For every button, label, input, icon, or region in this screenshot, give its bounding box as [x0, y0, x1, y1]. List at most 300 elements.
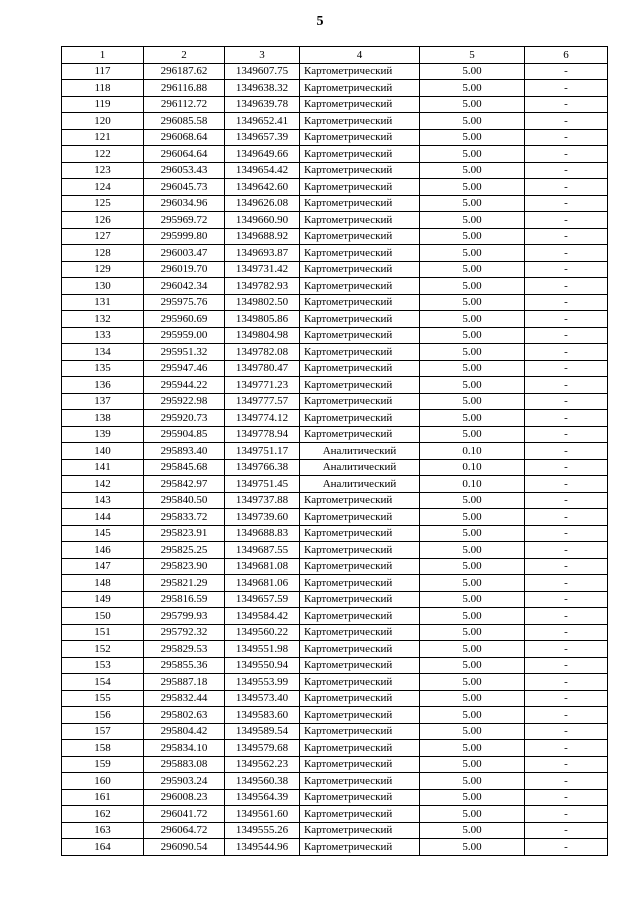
- coordinates-table: [61, 46, 608, 856]
- y-coordinate-cell: 1349774.12: [225, 410, 300, 427]
- method-cell: Картометрический: [300, 657, 420, 674]
- note-cell: -: [525, 146, 608, 163]
- accuracy-cell: 5.00: [420, 591, 525, 608]
- method-cell: Картометрический: [300, 641, 420, 658]
- accuracy-cell: 5.00: [420, 311, 525, 328]
- x-coordinate-cell: 295883.08: [144, 756, 225, 773]
- accuracy-cell: 5.00: [420, 162, 525, 179]
- table-row: [62, 426, 608, 443]
- x-coordinate-cell: 295845.68: [144, 459, 225, 476]
- x-coordinate-cell: 295823.90: [144, 558, 225, 575]
- table-row: [62, 410, 608, 427]
- x-coordinate-cell: 295969.72: [144, 212, 225, 229]
- x-coordinate-cell: 295833.72: [144, 509, 225, 526]
- note-cell: -: [525, 492, 608, 509]
- method-cell: Картометрический: [300, 113, 420, 130]
- accuracy-cell: 5.00: [420, 525, 525, 542]
- y-coordinate-cell: 1349607.75: [225, 63, 300, 80]
- method-cell: Картометрический: [300, 146, 420, 163]
- accuracy-cell: 5.00: [420, 129, 525, 146]
- accuracy-cell: 5.00: [420, 657, 525, 674]
- y-coordinate-cell: 1349777.57: [225, 393, 300, 410]
- note-cell: -: [525, 426, 608, 443]
- method-cell: Картометрический: [300, 195, 420, 212]
- point-number-cell: 157: [62, 723, 144, 740]
- y-coordinate-cell: 1349693.87: [225, 245, 300, 262]
- accuracy-cell: 5.00: [420, 575, 525, 592]
- table-row: [62, 129, 608, 146]
- x-coordinate-cell: 295823.91: [144, 525, 225, 542]
- method-cell: Картометрический: [300, 327, 420, 344]
- table-row: [62, 294, 608, 311]
- note-cell: -: [525, 674, 608, 691]
- table-row: [62, 261, 608, 278]
- accuracy-cell: 5.00: [420, 113, 525, 130]
- note-cell: -: [525, 278, 608, 295]
- accuracy-cell: 5.00: [420, 839, 525, 856]
- accuracy-cell: 5.00: [420, 179, 525, 196]
- method-cell: Картометрический: [300, 525, 420, 542]
- point-number-cell: 153: [62, 657, 144, 674]
- y-coordinate-cell: 1349550.94: [225, 657, 300, 674]
- accuracy-cell: 5.00: [420, 806, 525, 823]
- y-coordinate-cell: 1349737.88: [225, 492, 300, 509]
- method-cell: Картометрический: [300, 608, 420, 625]
- accuracy-cell: 0.10: [420, 476, 525, 493]
- y-coordinate-cell: 1349654.42: [225, 162, 300, 179]
- accuracy-cell: 5.00: [420, 146, 525, 163]
- table-row: [62, 492, 608, 509]
- y-coordinate-cell: 1349626.08: [225, 195, 300, 212]
- x-coordinate-cell: 295799.93: [144, 608, 225, 625]
- table-row: [62, 822, 608, 839]
- accuracy-cell: 5.00: [420, 624, 525, 641]
- accuracy-cell: 5.00: [420, 410, 525, 427]
- point-number-cell: 150: [62, 608, 144, 625]
- x-coordinate-cell: 296042.34: [144, 278, 225, 295]
- note-cell: -: [525, 129, 608, 146]
- note-cell: -: [525, 740, 608, 757]
- table-row: [62, 575, 608, 592]
- y-coordinate-cell: 1349639.78: [225, 96, 300, 113]
- y-coordinate-cell: 1349778.94: [225, 426, 300, 443]
- y-coordinate-cell: 1349782.08: [225, 344, 300, 361]
- table-row: [62, 311, 608, 328]
- column-header: 4: [300, 47, 420, 64]
- x-coordinate-cell: 296019.70: [144, 261, 225, 278]
- y-coordinate-cell: 1349657.39: [225, 129, 300, 146]
- page-number: 5: [316, 14, 324, 29]
- note-cell: -: [525, 591, 608, 608]
- y-coordinate-cell: 1349564.39: [225, 789, 300, 806]
- accuracy-cell: 5.00: [420, 261, 525, 278]
- x-coordinate-cell: 296053.43: [144, 162, 225, 179]
- method-cell: Картометрический: [300, 740, 420, 757]
- point-number-cell: 126: [62, 212, 144, 229]
- x-coordinate-cell: 296045.73: [144, 179, 225, 196]
- note-cell: -: [525, 261, 608, 278]
- note-cell: -: [525, 393, 608, 410]
- x-coordinate-cell: 295975.76: [144, 294, 225, 311]
- y-coordinate-cell: 1349584.42: [225, 608, 300, 625]
- y-coordinate-cell: 1349660.90: [225, 212, 300, 229]
- x-coordinate-cell: 295792.32: [144, 624, 225, 641]
- note-cell: -: [525, 245, 608, 262]
- point-number-cell: 118: [62, 80, 144, 97]
- point-number-cell: 146: [62, 542, 144, 559]
- point-number-cell: 125: [62, 195, 144, 212]
- y-coordinate-cell: 1349688.83: [225, 525, 300, 542]
- accuracy-cell: 5.00: [420, 542, 525, 559]
- y-coordinate-cell: 1349642.60: [225, 179, 300, 196]
- table-row: [62, 327, 608, 344]
- note-cell: -: [525, 443, 608, 460]
- y-coordinate-cell: 1349562.23: [225, 756, 300, 773]
- note-cell: -: [525, 509, 608, 526]
- accuracy-cell: 5.00: [420, 641, 525, 658]
- point-number-cell: 149: [62, 591, 144, 608]
- x-coordinate-cell: 295920.73: [144, 410, 225, 427]
- y-coordinate-cell: 1349583.60: [225, 707, 300, 724]
- point-number-cell: 130: [62, 278, 144, 295]
- accuracy-cell: 5.00: [420, 377, 525, 394]
- y-coordinate-cell: 1349782.93: [225, 278, 300, 295]
- y-coordinate-cell: 1349751.45: [225, 476, 300, 493]
- table-row: [62, 509, 608, 526]
- x-coordinate-cell: 296068.64: [144, 129, 225, 146]
- x-coordinate-cell: 295829.53: [144, 641, 225, 658]
- table-row: [62, 344, 608, 361]
- y-coordinate-cell: 1349731.42: [225, 261, 300, 278]
- point-number-cell: 124: [62, 179, 144, 196]
- y-coordinate-cell: 1349687.55: [225, 542, 300, 559]
- point-number-cell: 120: [62, 113, 144, 130]
- point-number-cell: 141: [62, 459, 144, 476]
- method-cell: Картометрический: [300, 492, 420, 509]
- method-cell: Аналитический: [300, 476, 420, 493]
- note-cell: -: [525, 327, 608, 344]
- note-cell: -: [525, 773, 608, 790]
- note-cell: -: [525, 723, 608, 740]
- y-coordinate-cell: 1349553.99: [225, 674, 300, 691]
- table-row: [62, 624, 608, 641]
- point-number-cell: 129: [62, 261, 144, 278]
- accuracy-cell: 5.00: [420, 707, 525, 724]
- column-header: 6: [525, 47, 608, 64]
- note-cell: -: [525, 113, 608, 130]
- y-coordinate-cell: 1349561.60: [225, 806, 300, 823]
- point-number-cell: 160: [62, 773, 144, 790]
- method-cell: Картометрический: [300, 575, 420, 592]
- note-cell: -: [525, 311, 608, 328]
- accuracy-cell: 5.00: [420, 690, 525, 707]
- note-cell: -: [525, 360, 608, 377]
- point-number-cell: 117: [62, 63, 144, 80]
- table-row: [62, 839, 608, 856]
- note-cell: -: [525, 806, 608, 823]
- note-cell: -: [525, 789, 608, 806]
- point-number-cell: 147: [62, 558, 144, 575]
- point-number-cell: 140: [62, 443, 144, 460]
- table-row: [62, 723, 608, 740]
- point-number-cell: 122: [62, 146, 144, 163]
- point-number-cell: 148: [62, 575, 144, 592]
- method-cell: Картометрический: [300, 129, 420, 146]
- method-cell: Картометрический: [300, 245, 420, 262]
- table-row: [62, 162, 608, 179]
- point-number-cell: 139: [62, 426, 144, 443]
- table-row: [62, 96, 608, 113]
- table-row: [62, 377, 608, 394]
- table-row: [62, 476, 608, 493]
- note-cell: -: [525, 756, 608, 773]
- method-cell: Картометрический: [300, 360, 420, 377]
- x-coordinate-cell: 295834.10: [144, 740, 225, 757]
- accuracy-cell: 5.00: [420, 96, 525, 113]
- point-number-cell: 155: [62, 690, 144, 707]
- method-cell: Картометрический: [300, 723, 420, 740]
- accuracy-cell: 5.00: [420, 80, 525, 97]
- table-row: [62, 806, 608, 823]
- y-coordinate-cell: 1349771.23: [225, 377, 300, 394]
- accuracy-cell: 5.00: [420, 608, 525, 625]
- table-body: [62, 63, 608, 855]
- point-number-cell: 145: [62, 525, 144, 542]
- note-cell: -: [525, 575, 608, 592]
- note-cell: -: [525, 344, 608, 361]
- point-number-cell: 159: [62, 756, 144, 773]
- note-cell: -: [525, 707, 608, 724]
- point-number-cell: 143: [62, 492, 144, 509]
- column-header: 1: [62, 47, 144, 64]
- note-cell: -: [525, 459, 608, 476]
- table-row: [62, 278, 608, 295]
- point-number-cell: 137: [62, 393, 144, 410]
- method-cell: Аналитический: [300, 443, 420, 460]
- table-row: [62, 657, 608, 674]
- point-number-cell: 156: [62, 707, 144, 724]
- x-coordinate-cell: 295904.85: [144, 426, 225, 443]
- accuracy-cell: 5.00: [420, 558, 525, 575]
- x-coordinate-cell: 295959.00: [144, 327, 225, 344]
- point-number-cell: 161: [62, 789, 144, 806]
- note-cell: -: [525, 410, 608, 427]
- point-number-cell: 154: [62, 674, 144, 691]
- point-number-cell: 133: [62, 327, 144, 344]
- note-cell: -: [525, 839, 608, 856]
- accuracy-cell: 5.00: [420, 740, 525, 757]
- point-number-cell: 151: [62, 624, 144, 641]
- point-number-cell: 163: [62, 822, 144, 839]
- accuracy-cell: 5.00: [420, 360, 525, 377]
- accuracy-cell: 5.00: [420, 789, 525, 806]
- method-cell: Картометрический: [300, 773, 420, 790]
- y-coordinate-cell: 1349751.17: [225, 443, 300, 460]
- method-cell: Картометрический: [300, 690, 420, 707]
- x-coordinate-cell: 295842.97: [144, 476, 225, 493]
- table-row: [62, 80, 608, 97]
- method-cell: Картометрический: [300, 674, 420, 691]
- method-cell: Картометрический: [300, 278, 420, 295]
- table-row: [62, 740, 608, 757]
- accuracy-cell: 5.00: [420, 822, 525, 839]
- y-coordinate-cell: 1349780.47: [225, 360, 300, 377]
- method-cell: Картометрический: [300, 707, 420, 724]
- table-row: [62, 179, 608, 196]
- y-coordinate-cell: 1349681.06: [225, 575, 300, 592]
- note-cell: -: [525, 476, 608, 493]
- x-coordinate-cell: 296034.96: [144, 195, 225, 212]
- accuracy-cell: 0.10: [420, 459, 525, 476]
- method-cell: Картометрический: [300, 311, 420, 328]
- point-number-cell: 123: [62, 162, 144, 179]
- note-cell: -: [525, 624, 608, 641]
- method-cell: Картометрический: [300, 162, 420, 179]
- x-coordinate-cell: 295821.29: [144, 575, 225, 592]
- accuracy-cell: 5.00: [420, 294, 525, 311]
- note-cell: -: [525, 558, 608, 575]
- y-coordinate-cell: 1349657.59: [225, 591, 300, 608]
- y-coordinate-cell: 1349551.98: [225, 641, 300, 658]
- x-coordinate-cell: 295960.69: [144, 311, 225, 328]
- table-row: [62, 558, 608, 575]
- y-coordinate-cell: 1349688.92: [225, 228, 300, 245]
- note-cell: -: [525, 294, 608, 311]
- note-cell: -: [525, 179, 608, 196]
- x-coordinate-cell: 295947.46: [144, 360, 225, 377]
- y-coordinate-cell: 1349766.38: [225, 459, 300, 476]
- y-coordinate-cell: 1349573.40: [225, 690, 300, 707]
- note-cell: -: [525, 195, 608, 212]
- method-cell: Картометрический: [300, 509, 420, 526]
- y-coordinate-cell: 1349739.60: [225, 509, 300, 526]
- y-coordinate-cell: 1349555.26: [225, 822, 300, 839]
- table-row: [62, 591, 608, 608]
- x-coordinate-cell: 296064.72: [144, 822, 225, 839]
- x-coordinate-cell: 295887.18: [144, 674, 225, 691]
- x-coordinate-cell: 296187.62: [144, 63, 225, 80]
- accuracy-cell: 5.00: [420, 63, 525, 80]
- method-cell: Картометрический: [300, 63, 420, 80]
- method-cell: Картометрический: [300, 806, 420, 823]
- y-coordinate-cell: 1349804.98: [225, 327, 300, 344]
- method-cell: Картометрический: [300, 624, 420, 641]
- note-cell: -: [525, 608, 608, 625]
- column-header: 5: [420, 47, 525, 64]
- table-row: [62, 195, 608, 212]
- x-coordinate-cell: 295832.44: [144, 690, 225, 707]
- accuracy-cell: 5.00: [420, 756, 525, 773]
- point-number-cell: 121: [62, 129, 144, 146]
- table-row: [62, 212, 608, 229]
- accuracy-cell: 5.00: [420, 509, 525, 526]
- table-row: [62, 245, 608, 262]
- table-row: [62, 146, 608, 163]
- method-cell: Аналитический: [300, 459, 420, 476]
- table-row: [62, 525, 608, 542]
- x-coordinate-cell: 296003.47: [144, 245, 225, 262]
- accuracy-cell: 5.00: [420, 245, 525, 262]
- table-row: [62, 641, 608, 658]
- accuracy-cell: 5.00: [420, 426, 525, 443]
- point-number-cell: 127: [62, 228, 144, 245]
- y-coordinate-cell: 1349681.08: [225, 558, 300, 575]
- x-coordinate-cell: 296090.54: [144, 839, 225, 856]
- note-cell: -: [525, 690, 608, 707]
- y-coordinate-cell: 1349560.38: [225, 773, 300, 790]
- accuracy-cell: 5.00: [420, 393, 525, 410]
- x-coordinate-cell: 295999.80: [144, 228, 225, 245]
- table-row: [62, 393, 608, 410]
- point-number-cell: 119: [62, 96, 144, 113]
- point-number-cell: 131: [62, 294, 144, 311]
- x-coordinate-cell: 296085.58: [144, 113, 225, 130]
- accuracy-cell: 5.00: [420, 674, 525, 691]
- note-cell: -: [525, 96, 608, 113]
- table-row: [62, 690, 608, 707]
- method-cell: Картометрический: [300, 426, 420, 443]
- note-cell: -: [525, 525, 608, 542]
- point-number-cell: 152: [62, 641, 144, 658]
- point-number-cell: 135: [62, 360, 144, 377]
- point-number-cell: 128: [62, 245, 144, 262]
- y-coordinate-cell: 1349589.54: [225, 723, 300, 740]
- accuracy-cell: 5.00: [420, 212, 525, 229]
- x-coordinate-cell: 296008.23: [144, 789, 225, 806]
- table-row: [62, 608, 608, 625]
- note-cell: -: [525, 63, 608, 80]
- method-cell: Картометрический: [300, 410, 420, 427]
- table-row: [62, 674, 608, 691]
- y-coordinate-cell: 1349579.68: [225, 740, 300, 757]
- method-cell: Картометрический: [300, 80, 420, 97]
- point-number-cell: 162: [62, 806, 144, 823]
- y-coordinate-cell: 1349544.96: [225, 839, 300, 856]
- accuracy-cell: 5.00: [420, 773, 525, 790]
- table-row: [62, 443, 608, 460]
- x-coordinate-cell: 295951.32: [144, 344, 225, 361]
- x-coordinate-cell: 296112.72: [144, 96, 225, 113]
- note-cell: -: [525, 80, 608, 97]
- x-coordinate-cell: 295816.59: [144, 591, 225, 608]
- x-coordinate-cell: 295825.25: [144, 542, 225, 559]
- note-cell: -: [525, 641, 608, 658]
- method-cell: Картометрический: [300, 212, 420, 229]
- x-coordinate-cell: 296064.64: [144, 146, 225, 163]
- column-header: 2: [144, 47, 225, 64]
- y-coordinate-cell: 1349649.66: [225, 146, 300, 163]
- point-number-cell: 134: [62, 344, 144, 361]
- accuracy-cell: 5.00: [420, 278, 525, 295]
- accuracy-cell: 5.00: [420, 327, 525, 344]
- point-number-cell: 164: [62, 839, 144, 856]
- y-coordinate-cell: 1349805.86: [225, 311, 300, 328]
- method-cell: Картометрический: [300, 261, 420, 278]
- method-cell: Картометрический: [300, 756, 420, 773]
- y-coordinate-cell: 1349802.50: [225, 294, 300, 311]
- point-number-cell: 132: [62, 311, 144, 328]
- y-coordinate-cell: 1349638.32: [225, 80, 300, 97]
- accuracy-cell: 5.00: [420, 228, 525, 245]
- point-number-cell: 144: [62, 509, 144, 526]
- method-cell: Картометрический: [300, 789, 420, 806]
- method-cell: Картометрический: [300, 377, 420, 394]
- note-cell: -: [525, 377, 608, 394]
- y-coordinate-cell: 1349560.22: [225, 624, 300, 641]
- y-coordinate-cell: 1349652.41: [225, 113, 300, 130]
- table-header-row: [62, 47, 608, 64]
- x-coordinate-cell: 295893.40: [144, 443, 225, 460]
